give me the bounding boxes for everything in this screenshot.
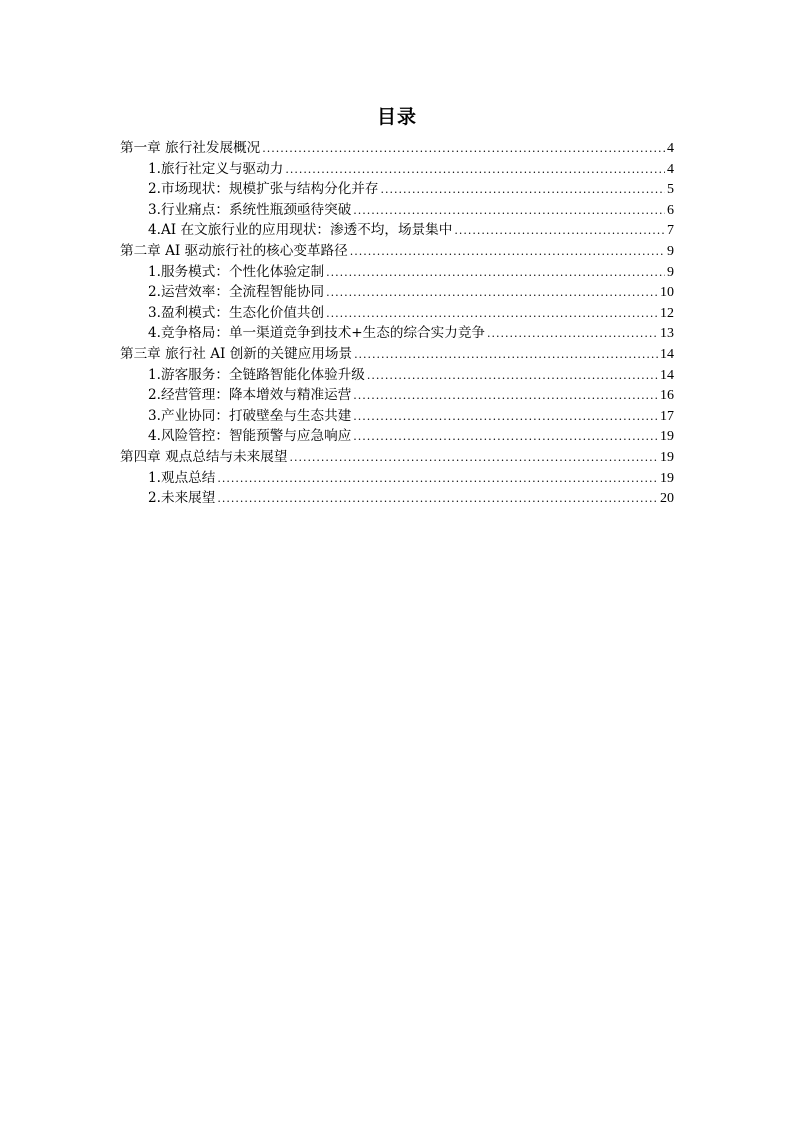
toc-dot-leader (285, 160, 665, 181)
toc-entry-label: 3.行业痛点：系统性瓶颈亟待突破 (148, 201, 352, 218)
toc-entry-label: 1.服务模式：个性化体验定制 (148, 263, 325, 280)
toc-entry-label: 3.盈利模式：生态化价值共创 (148, 304, 325, 321)
toc-dot-leader (289, 448, 658, 469)
toc-entry[interactable] (120, 241, 674, 262)
toc-page-number: 9 (667, 264, 674, 280)
toc-page-number: 14 (660, 346, 674, 362)
toc-page-number: 4 (667, 161, 674, 177)
toc-dot-leader (353, 407, 658, 428)
toc-dot-leader (353, 386, 658, 407)
toc-entry-label: 2.经营管理：降本增效与精准运营 (148, 387, 352, 404)
toc-entry[interactable] (120, 138, 674, 159)
toc-entry-label: 2.运营效率：全流程智能协同 (148, 284, 325, 301)
table-of-contents (120, 138, 674, 509)
toc-page-number: 19 (660, 449, 674, 465)
toc-entry[interactable] (120, 200, 674, 221)
toc-dot-leader (262, 139, 665, 160)
toc-page-number: 5 (667, 182, 674, 198)
toc-dot-leader (326, 304, 658, 325)
toc-entry-label: 2.市场现状：规模扩张与结构分化并存 (148, 181, 379, 198)
toc-page-number: 13 (660, 326, 674, 342)
toc-entry-label: 第四章 观点总结与未来展望 (120, 448, 288, 465)
toc-page-number: 19 (660, 429, 674, 445)
toc-entry[interactable] (120, 385, 674, 406)
toc-dot-leader (353, 427, 658, 448)
toc-entry-label: 4.AI 在文旅行业的应用现状：渗透不均，场景集中 (148, 222, 453, 239)
toc-entry[interactable] (120, 468, 674, 489)
toc-entry[interactable] (120, 488, 674, 509)
toc-entry[interactable] (120, 179, 674, 200)
toc-entry-label: 4.竞争格局：单一渠道竞争到技术+生态的综合实力竞争 (148, 325, 486, 342)
toc-dot-leader (487, 324, 658, 345)
toc-entry[interactable] (120, 406, 674, 427)
toc-page-number: 14 (660, 367, 674, 383)
toc-entry[interactable] (120, 159, 674, 180)
toc-page-number: 20 (660, 491, 674, 507)
toc-dot-leader (454, 221, 665, 242)
toc-entry[interactable] (120, 447, 674, 468)
toc-page-number: 10 (660, 285, 674, 301)
toc-page-number: 12 (660, 305, 674, 321)
toc-entry-label: 3.产业协同：打破壁垒与生态共建 (148, 407, 352, 424)
toc-page-number: 4 (667, 141, 674, 156)
toc-entry-label: 4.风险管控：智能预警与应急响应 (148, 428, 352, 445)
toc-entry[interactable] (120, 282, 674, 303)
toc-entry[interactable] (120, 426, 674, 447)
toc-dot-leader (353, 201, 665, 222)
toc-title: 目录 (376, 106, 417, 128)
toc-entry-label: 第一章 旅行社发展概况 (120, 140, 261, 156)
toc-dot-leader (326, 263, 665, 284)
toc-dot-leader (350, 242, 665, 263)
toc-dot-leader (354, 345, 658, 366)
toc-dot-leader (217, 489, 658, 510)
toc-entry[interactable] (120, 303, 674, 324)
toc-dot-leader (367, 366, 658, 387)
toc-dot-leader (326, 283, 658, 304)
toc-entry-label: 第三章 旅行社 AI 创新的关键应用场景 (120, 345, 353, 362)
toc-entry-label: 2.未来展望 (148, 490, 216, 507)
toc-dot-leader (380, 180, 665, 201)
toc-page-number: 17 (660, 408, 674, 424)
toc-entry-label: 1.观点总结 (148, 469, 216, 486)
toc-page-number: 9 (667, 243, 674, 259)
toc-entry[interactable] (120, 344, 674, 365)
toc-page-number: 19 (660, 470, 674, 486)
toc-entry-label: 1.游客服务：全链路智能化体验升级 (148, 366, 365, 383)
toc-entry[interactable] (120, 220, 674, 241)
toc-entry-label: 1.旅行社定义与驱动力 (148, 160, 284, 177)
toc-page-number: 16 (660, 388, 674, 404)
toc-entry[interactable] (120, 323, 674, 344)
toc-page-number: 6 (667, 202, 674, 218)
toc-page-number: 7 (667, 223, 674, 239)
toc-entry-label: 第二章 AI 驱动旅行社的核心变革路径 (120, 242, 348, 259)
toc-entry[interactable] (120, 262, 674, 283)
toc-dot-leader (217, 469, 658, 490)
toc-entry[interactable] (120, 365, 674, 386)
